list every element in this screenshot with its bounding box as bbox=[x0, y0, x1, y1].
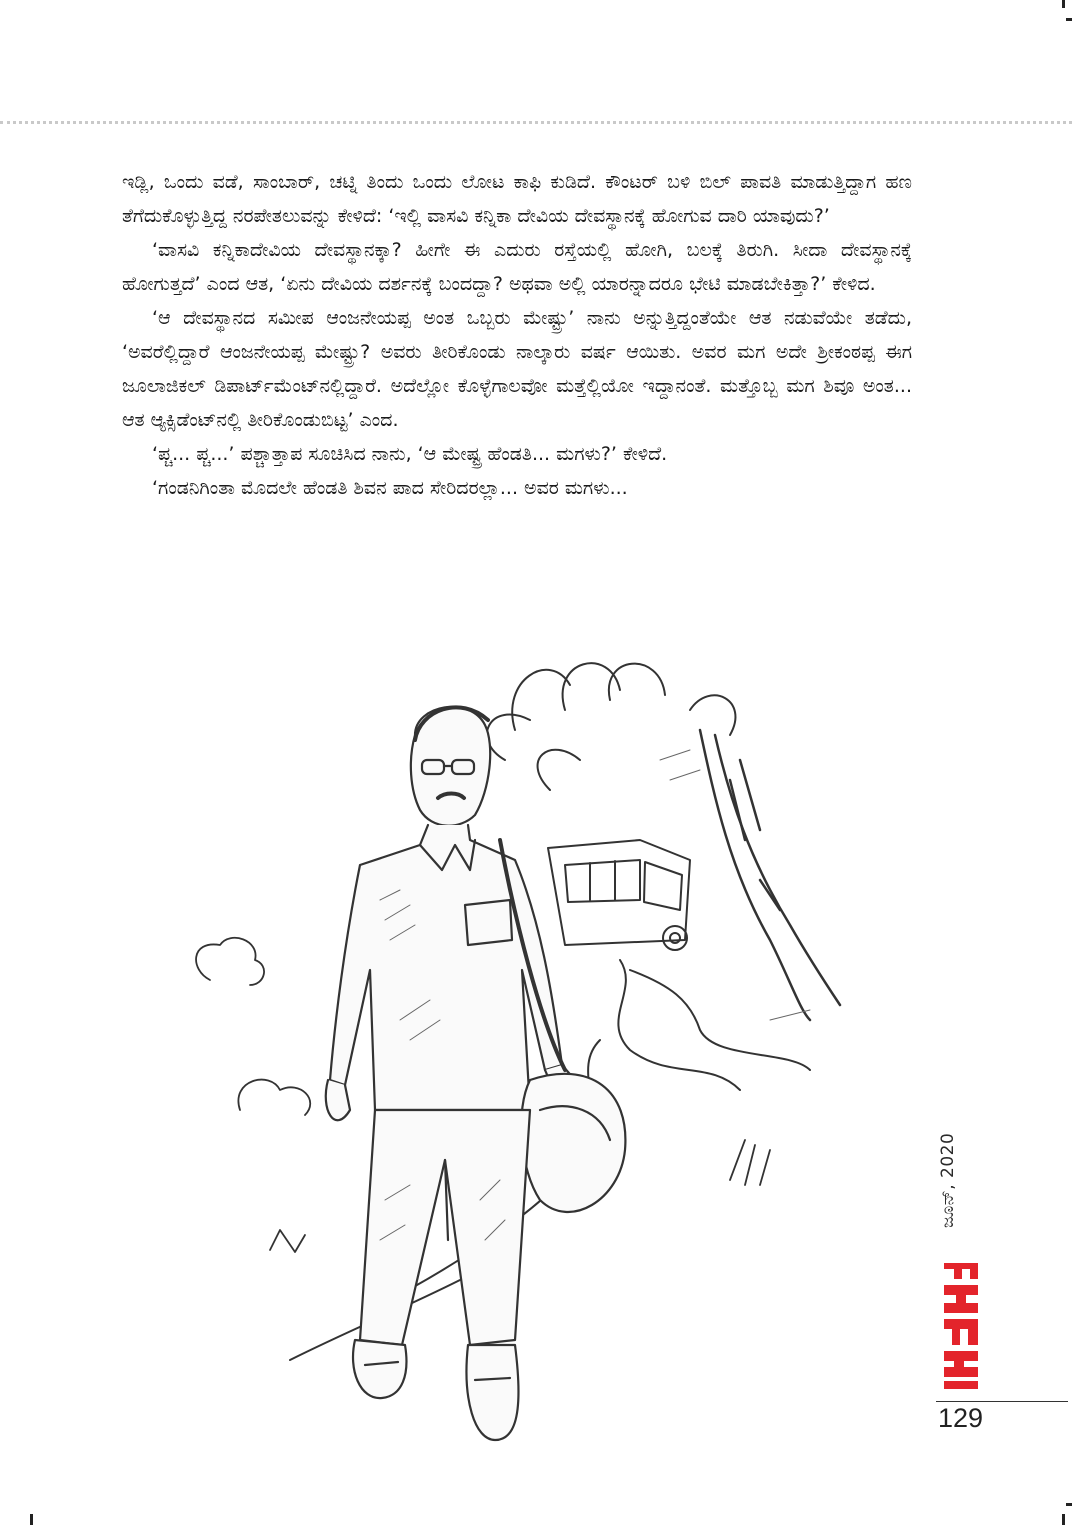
issue-date: ಜೂನ್, 2020 bbox=[938, 1132, 958, 1228]
man-walking-illustration bbox=[170, 640, 910, 1510]
man-figure bbox=[326, 707, 626, 1440]
page-number: 129 bbox=[938, 1403, 984, 1433]
crop-mark-right-lower bbox=[1066, 1503, 1072, 1506]
mayura-logo bbox=[940, 1255, 982, 1395]
article-paragraph: ‘ಆ ದೇವಸ್ಥಾನದ ಸಮೀಪ ಆಂಜನೇಯಪ್ಪ ಅಂತ ಒಬ್ಬರು ಮೇಷ್ಟ್ರು’ ನಾನು ಅನ್ನುತ್ತಿದ್ದಂತೆಯೇ ಆತ ನಡುವೆಯೇ ತಡೆದು, ‘ಅವರೆಲ್ಲಿದ್ದಾರೆ ಆಂಜನೇಯಪ್ಪ ಮೇಷ್ಟ್ರು? ಅವರು ತೀರಿಕೊಂಡು ನಾಲ್ಕಾರು ವರ್ಷ ಆಯಿತು. ಅವರ ಮಗ ಅದೇ ಶ್ರೀಕಂಠಪ್ಪ ಈಗ ಜೂಲಾಜಿಕಲ್ ಡಿಪಾರ್ಟ್‌ಮೆಂಟ್‌ನಲ್ಲಿದ್ದಾರೆ. ಅದೆಲ್ಲೋ ಕೊಳ್ಳೆಗಾಲವೋ ಮತ್ತೆಲ್ಲಿಯೋ ಇದ್ದಾನಂತೆ. ಮತ್ತೊಬ್ಬ ಮಗ ಶಿವೂ ಅಂತ... ಆತ ಆ್ಯಕ್ಸಿಡೆಂಟ್‌ನಲ್ಲಿ ತೀರಿಕೊಂಡುಬಿಟ್ಟ’ ಎಂದ. bbox=[122, 307, 912, 431]
article-body bbox=[122, 165, 912, 505]
article-paragraph: ‘ಗಂಡನಿಗಿಂತಾ ಮೊದಲೇ ಹೆಂಡತಿ ಶಿವನ ಪಾದ ಸೇರಿದರಲ್ಲಾ... ಅವರ ಮಗಳು... bbox=[152, 477, 628, 499]
footer-rule bbox=[936, 1401, 1068, 1402]
crop-mark-top-right bbox=[1062, 0, 1065, 8]
header-dotted-rule bbox=[0, 121, 1072, 124]
article-paragraph: ಇಡ್ಲಿ, ಒಂದು ವಡೆ, ಸಾಂಬಾರ್, ಚಟ್ನಿ ತಿಂದು ಒಂದು ಲೋಟ ಕಾಫಿ ಕುಡಿದೆ. ಕೌಂಟರ್ ಬಳಿ ಬಿಲ್ ಪಾವತಿ ಮಾಡುತ್ತಿದ್ದಾಗ ಹಣ ತೆಗೆದುಕೊಳ್ಳುತ್ತಿದ್ದ ನರಪೇತಲುವನ್ನು ಕೇಳಿದೆ: ‘ಇಲ್ಲಿ ವಾಸವಿ ಕನ್ನಿಕಾ ದೇವಿಯ ದೇವಸ್ಥಾನಕ್ಕೆ ಹೋಗುವ ದಾರಿ ಯಾವುದು?’ bbox=[122, 171, 912, 227]
crop-mark-bottom-right bbox=[1062, 1514, 1065, 1525]
article-paragraph: ‘ವಾಸವಿ ಕನ್ನಿಕಾದೇವಿಯ ದೇವಸ್ಥಾನಕ್ಕಾ? ಹೀಗೇ ಈ ಎದುರು ರಸ್ತೆಯಲ್ಲಿ ಹೋಗಿ, ಬಲಕ್ಕೆ ತಿರುಗಿ. ಸೀದಾ ದೇವಸ್ಥಾನಕ್ಕೆ ಹೋಗುತ್ತದೆ’ ಎಂದ ಆತ, ‘ಏನು ದೇವಿಯ ದರ್ಶನಕ್ಕೆ ಬಂದದ್ದಾ? ಅಥವಾ ಅಲ್ಲಿ ಯಾರನ್ನಾದರೂ ಭೇಟಿ ಮಾಡಬೇಕಿತ್ತಾ?’ ಕೇಳಿದ. bbox=[122, 239, 912, 295]
article-paragraph: ‘ಪ್ಚ... ಪ್ಚ...’ ಪಶ್ಚಾತ್ತಾಪ ಸೂಚಿಸಿದ ನಾನು, ‘ಆ ಮೇಷ್ಟ್ರ ಹೆಂಡತಿ... ಮಗಳು?’ ಕೇಳಿದೆ. bbox=[152, 443, 668, 465]
crop-mark-right-upper bbox=[1066, 18, 1072, 21]
bus bbox=[548, 840, 690, 950]
crop-mark-bottom-left bbox=[30, 1514, 33, 1525]
tree-trunk bbox=[700, 730, 840, 1020]
